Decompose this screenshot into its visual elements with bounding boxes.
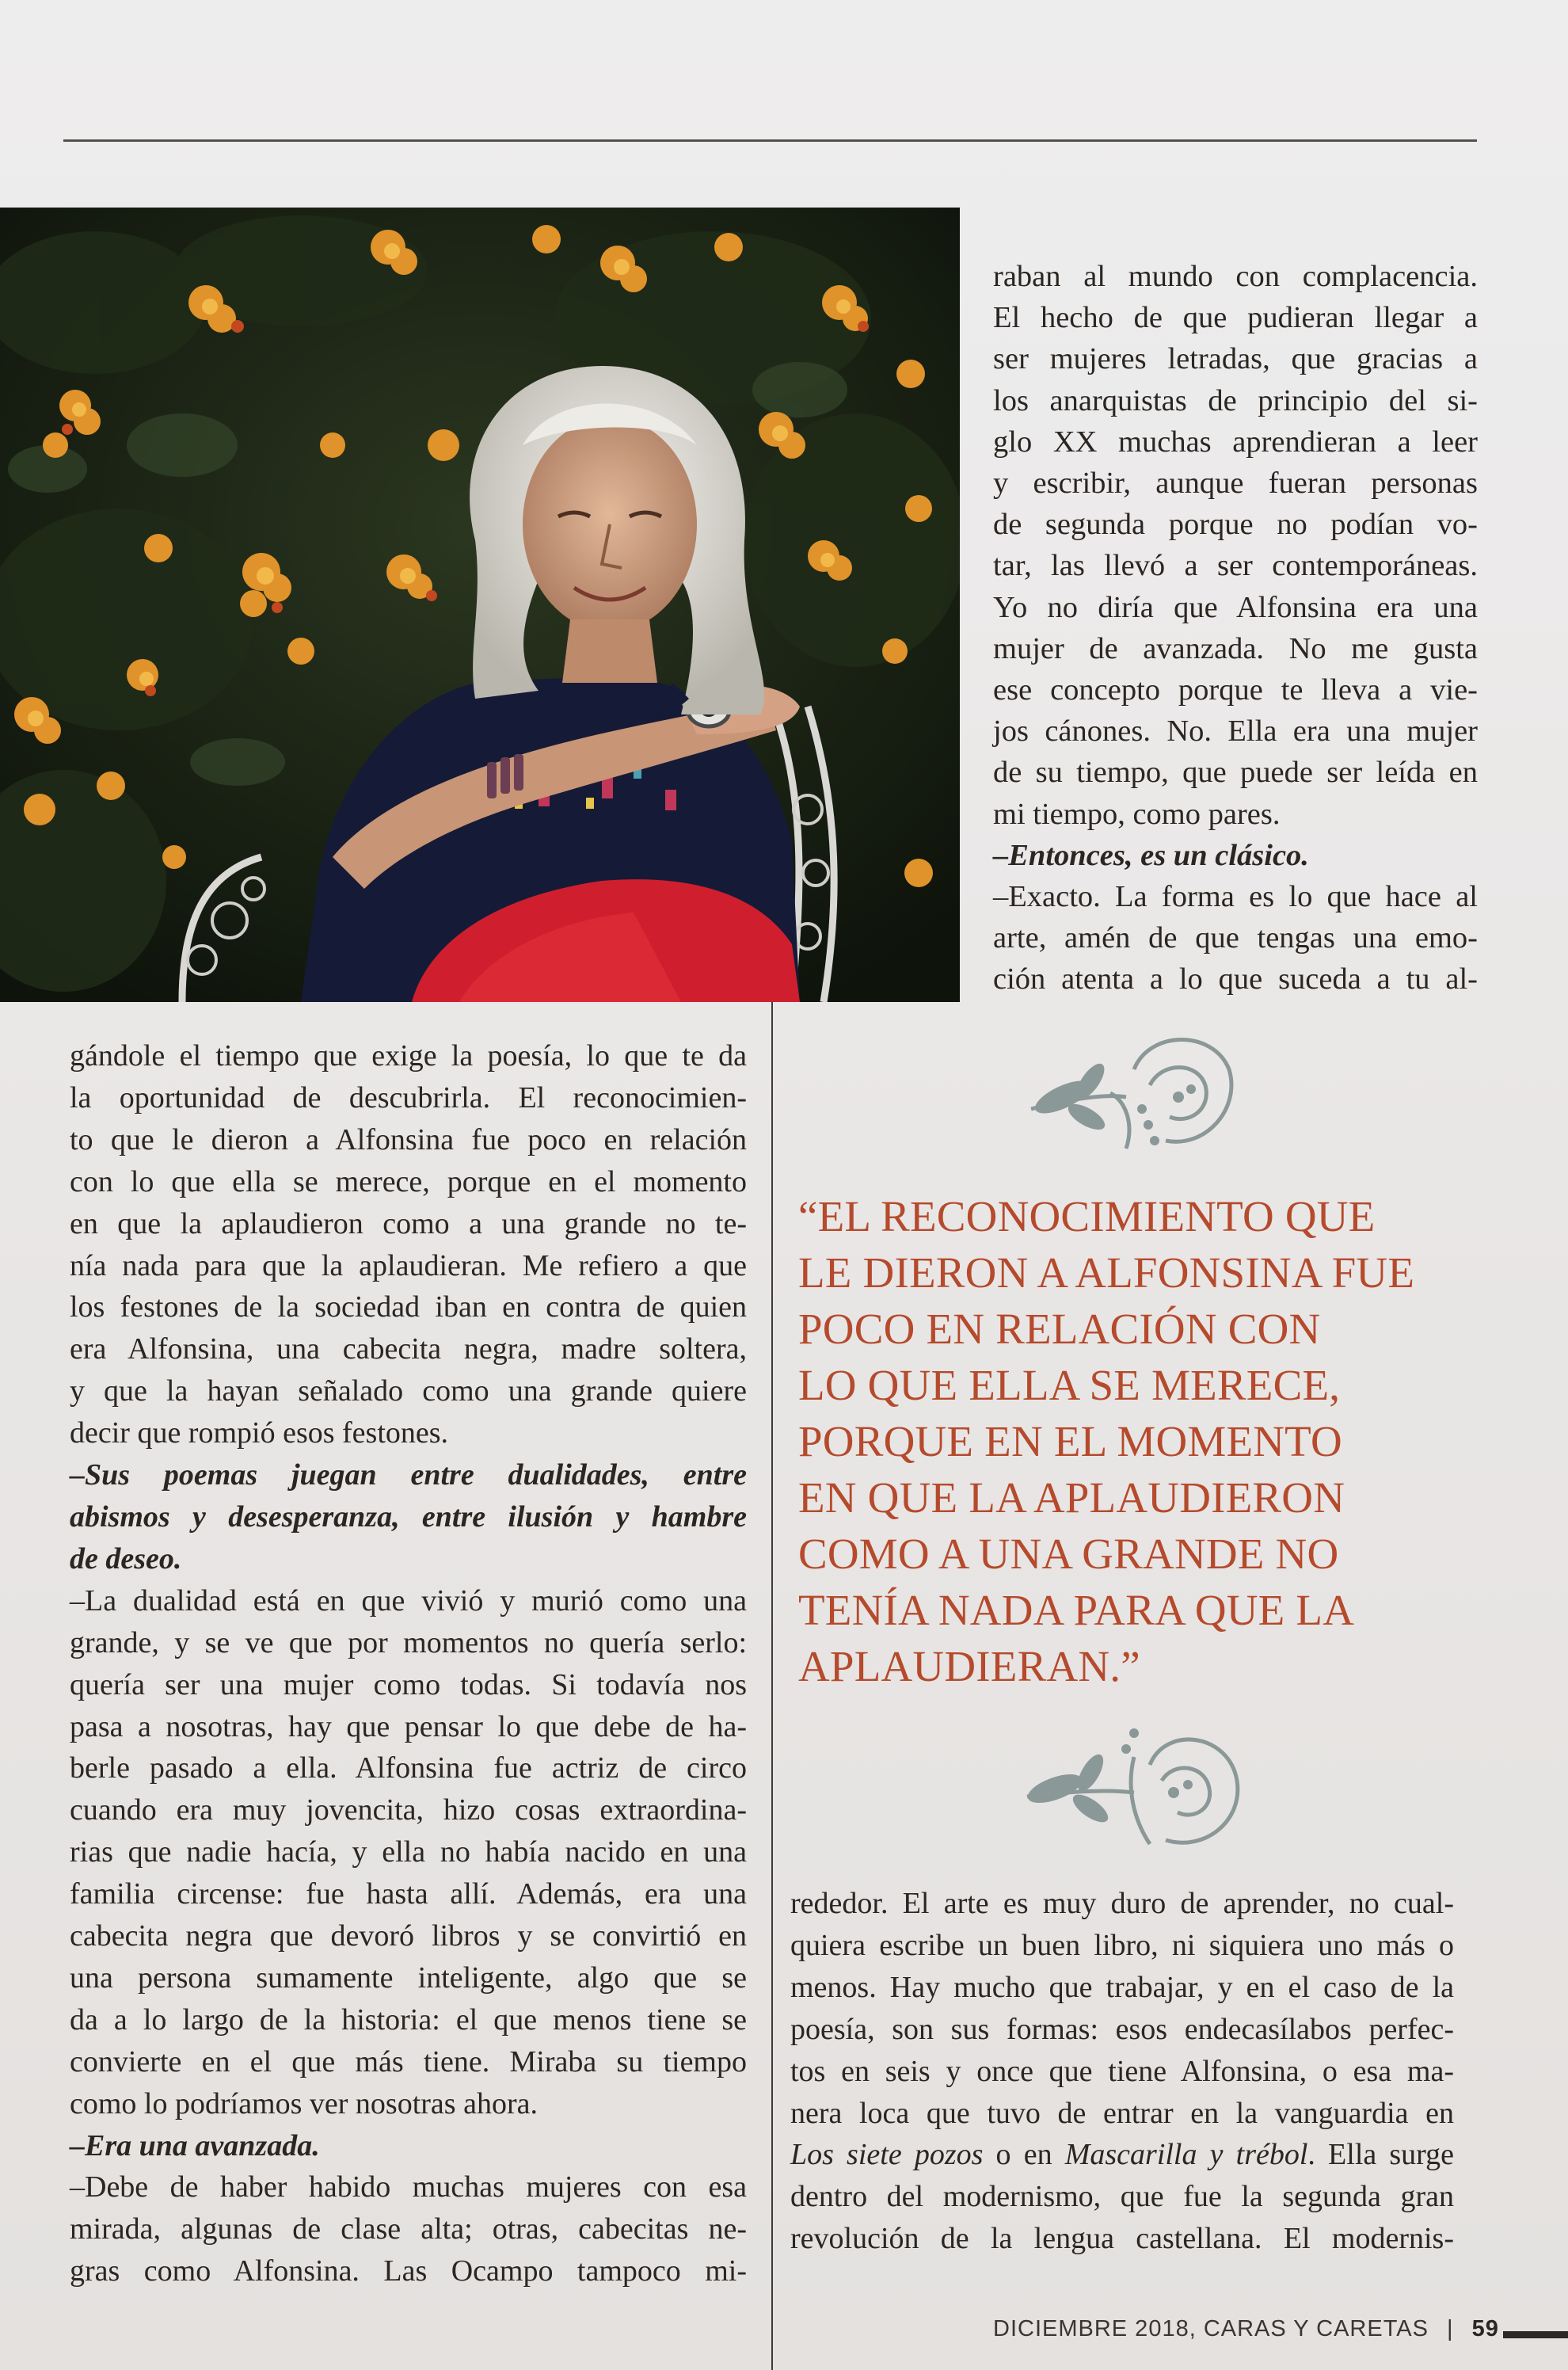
text-line: raban al mundo con complacencia. [993, 260, 1478, 293]
text-line: gras como Alfonsina. Las Ocampo tampoco mi- [70, 2254, 747, 2288]
text-line: gándole el tiempo que exige la poesía, lo que te da [70, 1039, 747, 1073]
text-line: dentro del modernismo, que fue la segunda gran [790, 2180, 1454, 2214]
text-line: convierte en el que más tiene. Miraba su tiempo [70, 2044, 747, 2079]
book-title: Los siete pozos [790, 2138, 984, 2172]
text-line: abismos y desesperanza, entre ilusión y hambre [70, 1499, 747, 1534]
text-line: da a lo largo de la historia: el que menos tiene se [70, 2002, 747, 2037]
text-line: la oportunidad de descubrirla. El reconocimien- [70, 1080, 747, 1115]
text-line [790, 2134, 1454, 2176]
floral-ornament-top-icon [1015, 1022, 1245, 1164]
pull-quote-line: LO QUE ELLA SE MERECE, [798, 1361, 1341, 1409]
pull-quote-line: LE DIERON A ALFONSINA FUE [798, 1248, 1415, 1297]
pull-quote-line: APLAUDIERAN.” [798, 1642, 1140, 1690]
text-line: en que la aplaudieron como a una grande no te- [70, 1206, 747, 1240]
text-line: grande, y se ve que por momentos no quería serlo: [70, 1625, 747, 1659]
text-span: o en [983, 2138, 1065, 2172]
top-rule [63, 139, 1477, 142]
text-line: –Exacto. La forma es lo que hace al [993, 880, 1478, 914]
book-title: Mascarilla y trébol [1064, 2138, 1308, 2172]
text-line: de segunda porque no podían vo- [993, 508, 1478, 542]
text-line: los festones de la sociedad iban en contra de quien [70, 1290, 747, 1324]
text-line: revolución de la lengua castellana. El modernis- [790, 2222, 1454, 2256]
text-line: ción atenta a lo que suceda a tu al- [993, 962, 1478, 996]
text-line: mi tiempo, como pares. [993, 797, 1281, 831]
text-line: los anarquistas de principio del si- [993, 383, 1478, 417]
text-line: de su tiempo, que puede ser leída en [993, 756, 1478, 790]
text-line: Yo no diría que Alfonsina era una [993, 590, 1478, 624]
right-column-bottom-text [790, 1883, 1454, 2260]
text-line: arte, amén de que tengas una emo- [993, 921, 1478, 955]
left-column-text [70, 1035, 747, 2292]
text-line: ser mujeres letradas, que gracias a [993, 342, 1478, 376]
footer-separator: | [1447, 2316, 1454, 2341]
text-line: mirada, algunas de clase alta; otras, cabecitas ne- [70, 2212, 747, 2246]
pull-quote-line: TENÍA NADA PARA QUE LA [798, 1586, 1355, 1634]
portrait-photo [0, 208, 960, 1002]
text-line: quiera escribe un buen libro, ni siquiera uno más o [790, 1928, 1454, 1962]
text-line: con lo que ella se merece, porque en el momento [70, 1164, 747, 1198]
text-line: poesía, son sus formas: esos endecasílabos perfec- [790, 2012, 1454, 2046]
text-line: y que la hayan señalado como una grande quiere [70, 1374, 747, 1408]
text-line: rededor. El arte es muy duro de aprender, no cual- [790, 1887, 1454, 1920]
pull-quote-line: PORQUE EN EL MOMENTO [798, 1417, 1342, 1465]
text-line: –La dualidad está en que vivió y murió como una [70, 1583, 747, 1617]
text-line: –Debe de haber habido muchas mujeres con esa [70, 2170, 747, 2204]
text-line: nía nada para que la aplaudieran. Me refiero a que [70, 1248, 747, 1282]
text-line: –Era una avanzada. [70, 2128, 320, 2162]
text-line: tos en seis y once que tiene Alfonsina, o esa ma- [790, 2054, 1454, 2088]
footer-issue: DICIEMBRE 2018, CARAS Y CARETAS [993, 2316, 1429, 2341]
text-line: menos. Hay mucho que trabajar, y en el caso de la [790, 1970, 1454, 2004]
text-line: glo XX muchas aprendieran a leer [993, 425, 1478, 459]
text-span: . Ella surge [1307, 2138, 1454, 2172]
pull-quote [798, 1188, 1479, 1694]
text-line: una persona sumamente inteligente, algo que se [70, 1960, 747, 1995]
text-line: nera loca que tuvo de entrar en la vanguardia en [790, 2096, 1454, 2130]
text-line: quería ser una mujer como todas. Si todavía nos [70, 1667, 747, 1701]
pull-quote-line: POCO EN RELACIÓN CON [798, 1305, 1321, 1353]
text-line: jos cánones. No. Ella era una mujer [993, 714, 1478, 749]
right-column-top-text [993, 256, 1478, 1000]
text-line: cuando era muy jovencita, hizo cosas extraordina- [70, 1793, 747, 1827]
text-line: de deseo. [70, 1541, 182, 1576]
text-line: El hecho de que pudieran llegar a [993, 301, 1478, 335]
floral-ornament-bottom-icon [1015, 1709, 1245, 1860]
column-divider [771, 1002, 773, 2370]
text-line: mujer de avanzada. No me gusta [993, 631, 1478, 665]
text-line: y escribir, aunque fueran personas [993, 467, 1478, 501]
pull-quote-line: COMO A UNA GRANDE NO [798, 1530, 1339, 1578]
text-line: –Entonces, es un clásico. [993, 838, 1309, 872]
text-line: berle pasado a ella. Alfonsina fue actriz de circo [70, 1751, 747, 1785]
text-line: ese concepto porque te lleva a vie- [993, 673, 1478, 707]
text-line: cabecita negra que devoró libros y se convirtió en [70, 1919, 747, 1953]
page-footer [993, 2316, 1499, 2351]
text-line: era Alfonsina, una cabecita negra, madre soltera, [70, 1332, 747, 1366]
pull-quote-line: “EL RECONOCIMIENTO QUE [798, 1192, 1376, 1240]
text-line: familia circense: fue hasta allí. Además, era una [70, 1877, 747, 1911]
text-line: –Sus poemas juegan entre dualidades, entre [70, 1458, 747, 1492]
text-line: tar, las llevó a ser contemporáneas. [993, 549, 1478, 583]
text-line: como lo podríamos ver nosotras ahora. [70, 2086, 538, 2120]
text-line: pasa a nosotras, hay que pensar lo que debe de ha- [70, 1709, 747, 1743]
pull-quote-line: EN QUE LA APLAUDIERON [798, 1473, 1345, 1522]
text-line: decir que rompió esos festones. [70, 1416, 449, 1450]
page-number: 59 [1471, 2316, 1499, 2341]
portrait-illustration [0, 208, 960, 1002]
text-line: rias que nadie hacía, y ella no había nacido en una [70, 1835, 747, 1869]
text-line: to que le dieron a Alfonsina fue poco en relación [70, 1122, 747, 1156]
footer-bar [1503, 2331, 1568, 2338]
